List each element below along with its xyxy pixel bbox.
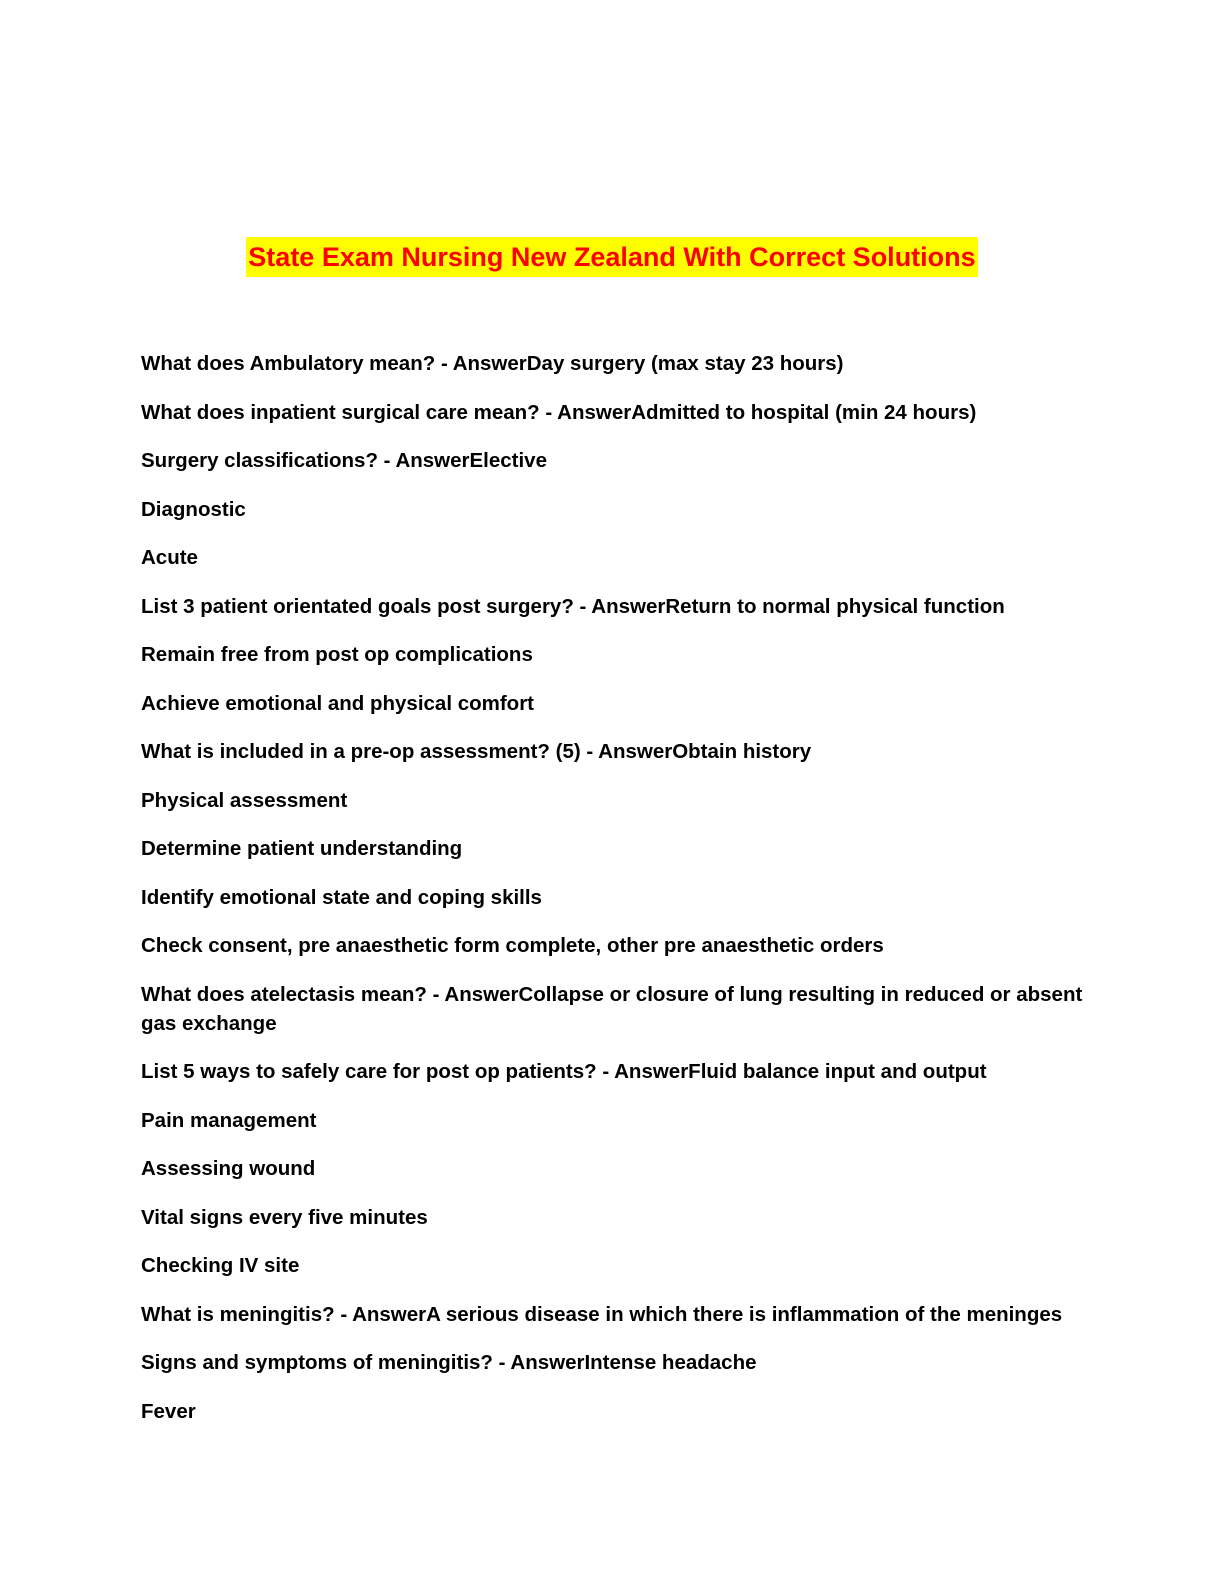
- text-line: Pain management: [141, 1108, 317, 1132]
- text-line: Acute: [141, 546, 198, 569]
- text-line: What does Ambulatory mean? - AnswerDay surgery (max stay 23 hours): [141, 352, 844, 375]
- text-line: Determine patient understanding: [141, 837, 463, 860]
- text-line: Identify emotional state and coping skills: [141, 885, 542, 909]
- text-line: Check consent, pre anaesthetic form complete, other pre anaesthetic orders: [141, 934, 884, 957]
- text-line: List 5 ways to safely care for post op patients? - AnswerFluid balance input and output: [141, 1060, 987, 1083]
- text-line: List 3 patient orientated goals post surgery? - AnswerReturn to normal physical function: [141, 594, 1005, 618]
- document-title: State Exam Nursing New Zealand With Correct Solutions: [246, 237, 977, 277]
- text-line: What does inpatient surgical care mean? - AnswerAdmitted to hospital (min 24 hours): [141, 400, 977, 424]
- text-line: Assessing wound: [141, 1157, 316, 1180]
- document-body: [141, 349, 1101, 1445]
- text-line: Achieve emotional and physical comfort: [141, 691, 535, 715]
- text-line: What does atelectasis mean? - AnswerCollapse or closure of lung resulting in reduced or absent gas exchange: [141, 982, 1083, 1035]
- text-line: What is meningitis? - AnswerA serious disease in which there is inflammation of the meninges: [141, 1302, 1063, 1326]
- text-line: Remain free from post op complications: [141, 643, 533, 666]
- text-line: Checking IV site: [141, 1254, 300, 1277]
- text-line: Signs and symptoms of meningitis? - AnswerIntense headache: [141, 1351, 757, 1374]
- text-line: Physical assessment: [141, 788, 348, 812]
- text-line: Surgery classifications? - AnswerElective: [141, 449, 547, 472]
- text-line: Diagnostic: [141, 497, 246, 521]
- text-line: Vital signs every five minutes: [141, 1205, 428, 1229]
- title-container: [0, 237, 1224, 277]
- text-line: What is included in a pre-op assessment? (5) - AnswerObtain history: [141, 740, 812, 763]
- text-line: Fever: [141, 1399, 196, 1423]
